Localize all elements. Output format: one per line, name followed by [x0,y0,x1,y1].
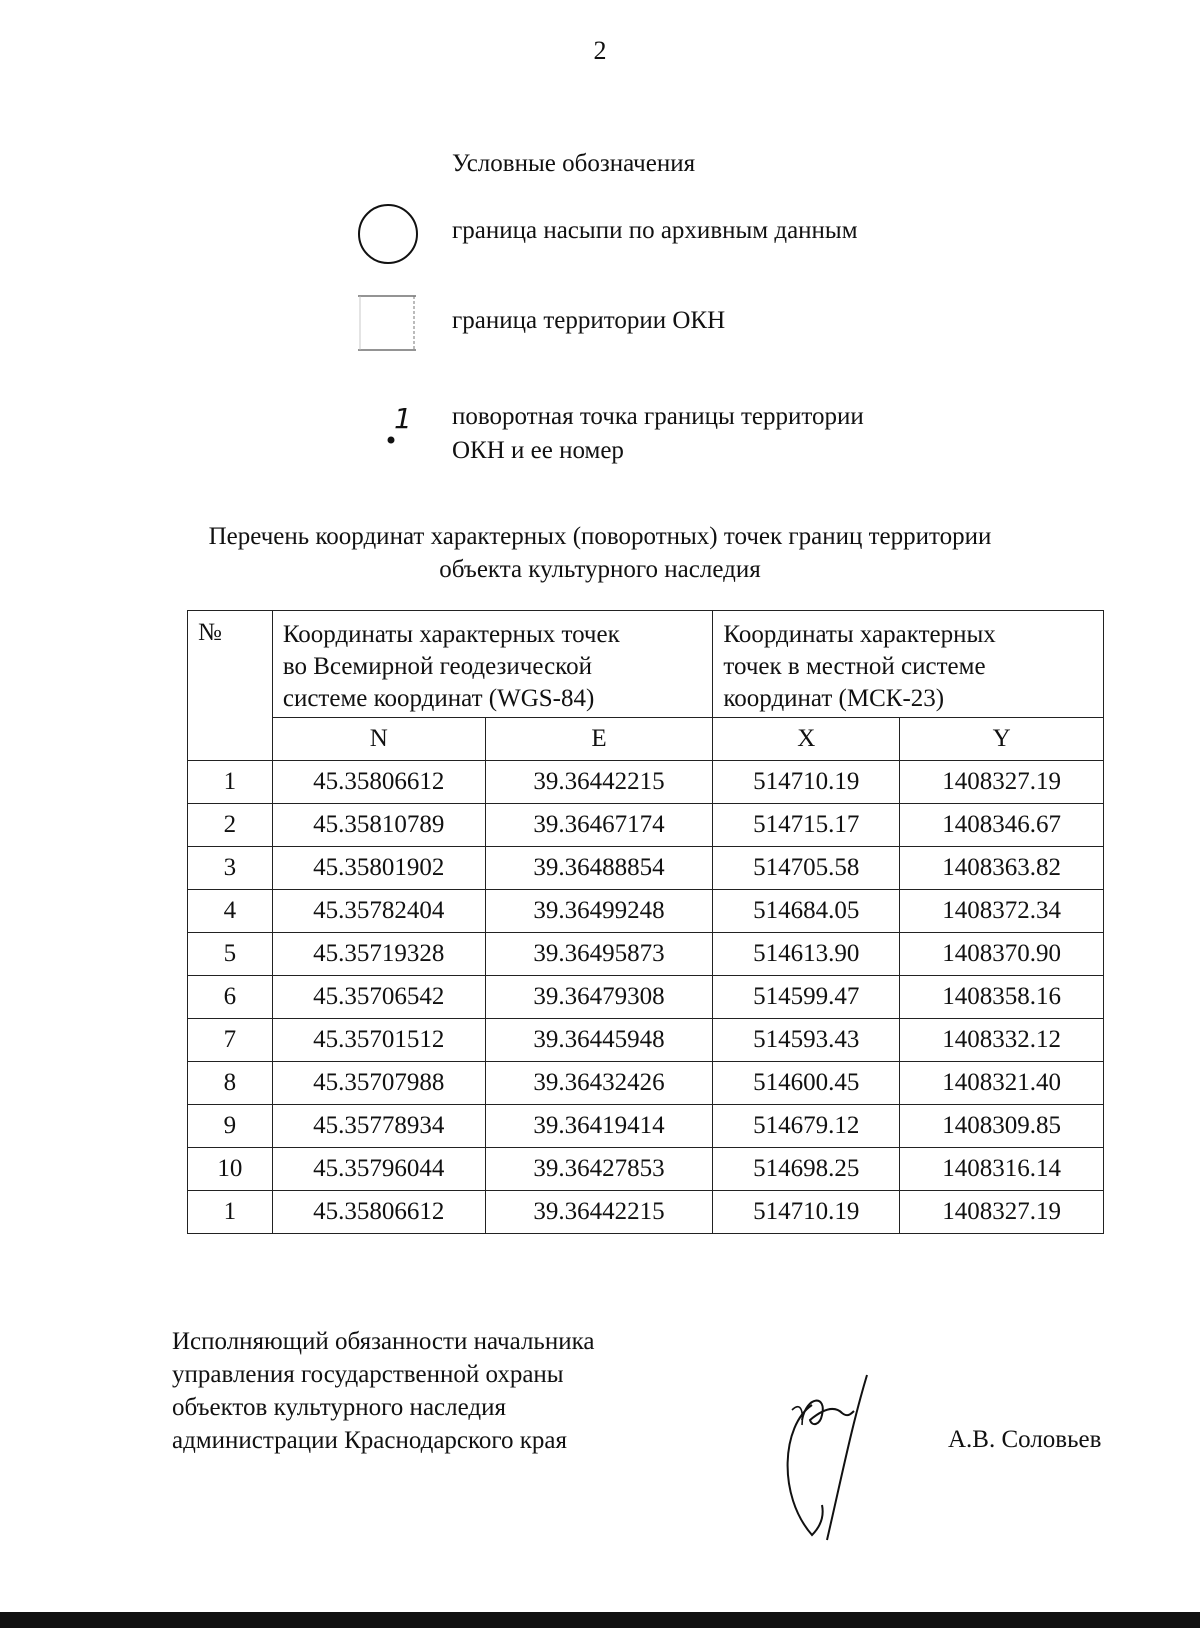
numbered-point-icon [380,400,430,450]
coordinates-table [187,610,1104,1234]
n-cell: 45.35806612 [272,1191,485,1234]
point-number-cell: 1 [188,1191,273,1234]
n-cell: 45.35701512 [272,1019,485,1062]
subheader-x: X [713,718,900,761]
legend-text [452,214,858,248]
header-line: координат (МСК-23) [723,685,945,712]
table-row [188,847,1104,890]
y-cell: 1408321.40 [900,1062,1104,1105]
e-cell: 39.36488854 [485,847,713,890]
position-line: Исполняющий обязанности начальника [172,1328,595,1355]
x-cell: 514599.47 [713,976,900,1019]
y-cell: 1408327.19 [900,1191,1104,1234]
signatory-position [172,1325,594,1457]
n-cell: 45.35806612 [272,761,485,804]
point-number-cell: 1 [188,761,273,804]
legend-text [452,400,864,468]
x-cell: 514705.58 [713,847,900,890]
point-number-label: 1 [394,402,412,435]
y-cell: 1408309.85 [900,1105,1104,1148]
subheader-y: Y [900,718,1104,761]
n-cell: 45.35707988 [272,1062,485,1105]
n-cell: 45.35778934 [272,1105,485,1148]
x-cell: 514600.45 [713,1062,900,1105]
x-cell: 514593.43 [713,1019,900,1062]
e-cell: 39.36419414 [485,1105,713,1148]
y-cell: 1408346.67 [900,804,1104,847]
n-cell: 45.35719328 [272,933,485,976]
point-number-cell: 2 [188,804,273,847]
point-number-cell: 8 [188,1062,273,1105]
x-cell: 514613.90 [713,933,900,976]
n-cell: 45.35706542 [272,976,485,1019]
signatory-name: А.В. Соловьев [948,1426,1102,1453]
e-cell: 39.36442215 [485,761,713,804]
y-cell: 1408332.12 [900,1019,1104,1062]
e-cell: 39.36427853 [485,1148,713,1191]
n-cell: 45.35796044 [272,1148,485,1191]
n-cell: 45.35810789 [272,804,485,847]
header-line: Координаты характерных [723,621,996,648]
header-line: системе координат (WGS-84) [282,685,595,712]
scan-edge-bar [0,1612,1200,1628]
point-number-cell: 7 [188,1019,273,1062]
x-cell: 514698.25 [713,1148,900,1191]
square-outline-icon [358,294,416,352]
header-line: во Всемирной геодезической [282,653,592,680]
table-row [188,933,1104,976]
point-number-cell: 9 [188,1105,273,1148]
table-row [188,1148,1104,1191]
point-number-cell: 4 [188,890,273,933]
header-line: Координаты характерных точек [282,621,620,648]
title-line: Перечень координат характерных (поворотных) точек границ территории [208,523,992,550]
wgs-header [272,611,713,718]
x-cell: 514710.19 [713,761,900,804]
e-cell: 39.36479308 [485,976,713,1019]
table-header-row [188,611,1104,718]
coordinates-list-title [150,520,1050,586]
n-cell: 45.35782404 [272,890,485,933]
y-cell: 1408372.34 [900,890,1104,933]
legend-text-line: ОКН и ее номер [452,437,624,464]
table-row [188,1019,1104,1062]
point-number-cell: 5 [188,933,273,976]
y-cell: 1408327.19 [900,761,1104,804]
circle-icon [358,204,418,264]
table-row [188,1062,1104,1105]
table-row [188,1105,1104,1148]
y-cell: 1408316.14 [900,1148,1104,1191]
legend-title: Условные обозначения [452,150,696,177]
msk-header [713,611,1104,718]
header-line: точек в местной системе [723,653,986,680]
table-row [188,761,1104,804]
position-line: управления государственной охраны [172,1361,564,1388]
x-cell: 514710.19 [713,1191,900,1234]
position-line: объектов культурного наследия [172,1394,506,1421]
n-cell: 45.35801902 [272,847,485,890]
x-cell: 514684.05 [713,890,900,933]
num-header: № [188,611,273,761]
e-cell: 39.36442215 [485,1191,713,1234]
title-line: объекта культурного наследия [439,556,761,583]
subheader-n: N [272,718,485,761]
x-cell: 514679.12 [713,1105,900,1148]
e-cell: 39.36495873 [485,933,713,976]
e-cell: 39.36499248 [485,890,713,933]
legend-text [452,304,725,338]
legend-text-line: граница территории ОКН [452,307,726,334]
y-cell: 1408358.16 [900,976,1104,1019]
table-subheader-row [188,718,1104,761]
table-row [188,804,1104,847]
position-line: администрации Краснодарского края [172,1427,568,1454]
point-number-cell: 10 [188,1148,273,1191]
handwritten-signature [772,1365,892,1545]
point-number-cell: 3 [188,847,273,890]
e-cell: 39.36467174 [485,804,713,847]
table-body [188,761,1104,1234]
point-number-cell: 6 [188,976,273,1019]
table-row [188,976,1104,1019]
e-cell: 39.36445948 [485,1019,713,1062]
legend-text-line: поворотная точка границы территории [452,403,864,430]
y-cell: 1408370.90 [900,933,1104,976]
subheader-e: E [485,718,713,761]
table-row [188,1191,1104,1234]
y-cell: 1408363.82 [900,847,1104,890]
table-row [188,890,1104,933]
legend-text-line: граница насыпи по архивным данным [452,217,858,244]
page-number: 2 [593,36,607,65]
x-cell: 514715.17 [713,804,900,847]
e-cell: 39.36432426 [485,1062,713,1105]
